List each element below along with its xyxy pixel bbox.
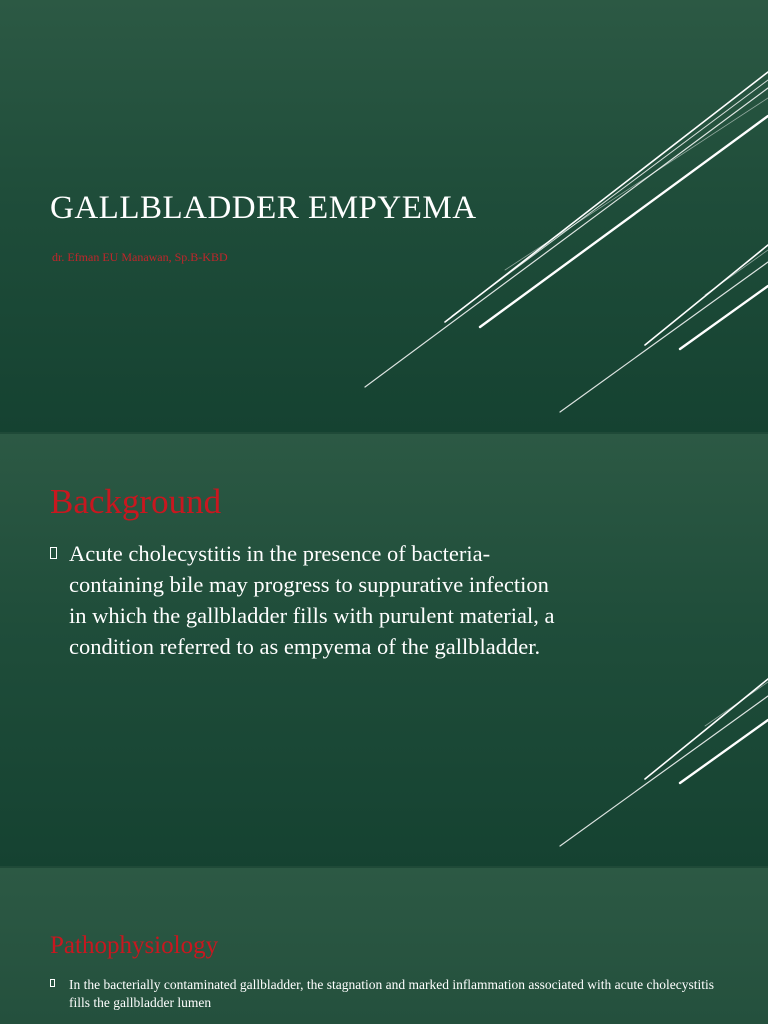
bullet-text: Acute cholecystitis in the presence of bacteria-containing bile may progress to suppurative infection in which the gallbladder fills with purulent material, a condition referred to as empyema of the gallbladder. [69,541,555,659]
slide-background[interactable] [0,434,768,866]
bullet-list [50,976,730,1012]
bullet-item [50,538,560,662]
bullet-text: In the bacterially contaminated gallbladder, the stagnation and marked inflammation associated with acute cholecystitis fills the gallbladder lumen [69,977,714,1010]
slide-heading: Pathophysiology [50,932,219,959]
slide-heading: Background [50,482,222,521]
bullet-item [50,976,730,1012]
bullet-icon [50,979,55,987]
presentation-title: GALLBLADDER EMPYEMA [50,190,477,226]
bullet-list [50,538,560,662]
presenter-name: dr. Efman EU Manawan, Sp.B-KBD [52,250,228,264]
slide-title[interactable] [0,0,768,432]
slide-pathophysiology[interactable] [0,868,768,1024]
bullet-icon [50,547,57,559]
